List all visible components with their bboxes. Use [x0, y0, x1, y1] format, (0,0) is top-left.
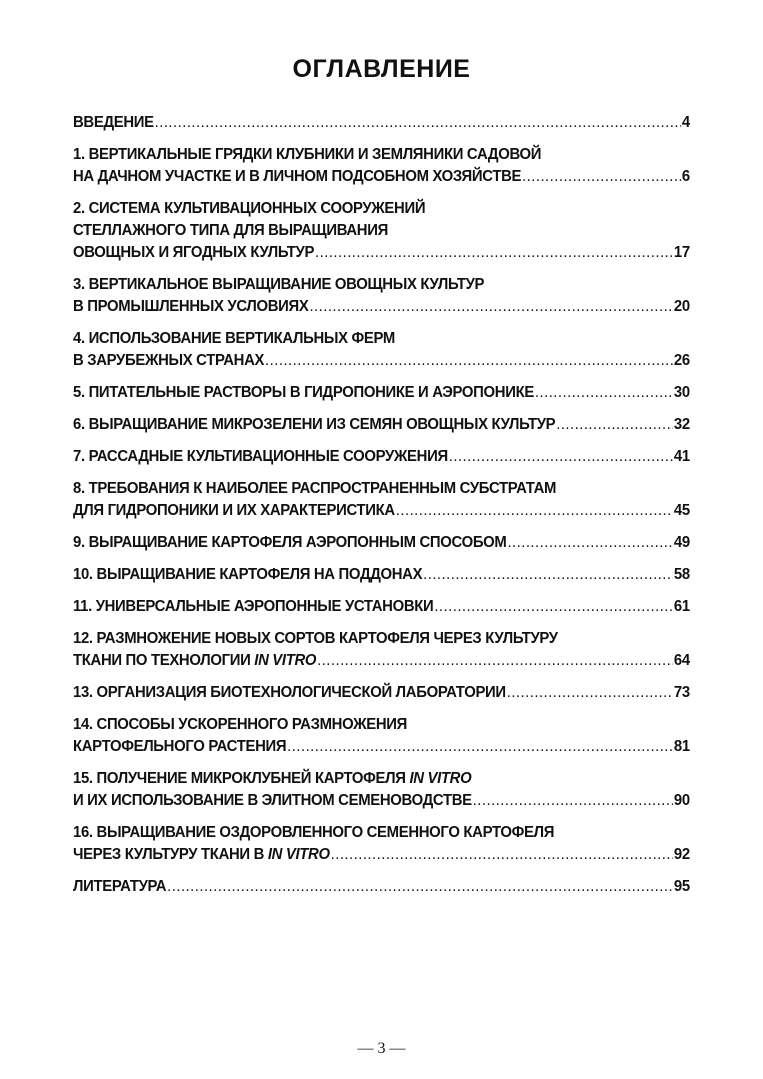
toc-entry-title: ЧЕРЕЗ КУЛЬТУРУ ТКАНИ В IN VITRO — [73, 846, 330, 863]
toc-leader-dots — [315, 242, 673, 264]
toc-page-number: 6 — [681, 168, 690, 185]
toc-entry-line: 15. ПОЛУЧЕНИЕ МИКРОКЛУБНЕЙ КАРТОФЕЛЯ IN VITRO — [73, 770, 472, 787]
toc-entry — [73, 714, 690, 758]
toc-entry-last-line — [73, 790, 690, 812]
toc-entry-title: 11. УНИВЕРСАЛЬНЫЕ АЭРОПОННЫЕ УСТАНОВКИ — [73, 598, 434, 615]
toc-page-number: 30 — [673, 384, 690, 401]
toc-leader-dots — [434, 596, 673, 618]
toc-entry-line: 16. ВЫРАЩИВАНИЕ ОЗДОРОВЛЕННОГО СЕМЕННОГО КАРТОФЕЛЯ — [73, 824, 555, 841]
toc-entry-title: 10. ВЫРАЩИВАНИЕ КАРТОФЕЛЯ НА ПОДДОНАХ — [73, 566, 423, 583]
toc-leader-dots — [331, 844, 673, 866]
toc-entry — [73, 382, 690, 404]
toc-entry-last-line — [73, 844, 690, 866]
toc-entry-last-line — [73, 736, 690, 758]
toc-entry — [73, 478, 690, 522]
toc-entry-line: 12. РАЗМНОЖЕНИЕ НОВЫХ СОРТОВ КАРТОФЕЛЯ ЧЕРЕЗ КУЛЬТУРУ — [73, 630, 558, 647]
toc-page-number: 58 — [673, 566, 690, 583]
toc-entry-title: В ПРОМЫШЛЕННЫХ УСЛОВИЯХ — [73, 298, 309, 315]
page-number: — 3 — — [357, 1040, 406, 1057]
toc-entry — [73, 822, 690, 866]
toc-entry-title: КАРТОФЕЛЬНОГО РАСТЕНИЯ — [73, 738, 287, 755]
toc-entry-last-line — [73, 500, 690, 522]
toc-entry-last-line — [73, 446, 690, 468]
toc-entry-last-line — [73, 876, 690, 898]
toc-leader-dots — [423, 564, 673, 586]
toc-entry-last-line — [73, 382, 690, 404]
toc-entry — [73, 446, 690, 468]
toc-leader-dots — [449, 446, 673, 468]
toc-entry — [73, 876, 690, 898]
toc-entry-line: 14. СПОСОБЫ УСКОРЕННОГО РАЗМНОЖЕНИЯ — [73, 716, 408, 733]
toc-page-number: 81 — [673, 738, 690, 755]
toc-entry-line: 2. СИСТЕМА КУЛЬТИВАЦИОННЫХ СООРУЖЕНИЙ — [73, 200, 426, 217]
toc-entry — [73, 198, 690, 264]
toc-entry — [73, 112, 690, 134]
toc-leader-dots — [522, 166, 681, 188]
toc-leader-dots — [473, 790, 673, 812]
toc-entry-last-line — [73, 650, 690, 672]
toc-entry-title: 5. ПИТАТЕЛЬНЫЕ РАСТВОРЫ В ГИДРОПОНИКЕ И АЭРОПОНИКЕ — [73, 384, 534, 401]
toc-entry-last-line — [73, 166, 690, 188]
toc-leader-dots — [287, 736, 673, 758]
toc-page-number: 73 — [673, 684, 690, 701]
toc-entry-last-line — [73, 532, 690, 554]
page-title: ОГЛАВЛЕНИЕ — [292, 55, 471, 83]
toc-entry-title: В ЗАРУБЕЖНЫХ СТРАНАХ — [73, 352, 265, 369]
toc-entry-last-line — [73, 596, 690, 618]
toc-leader-dots — [265, 350, 673, 372]
toc-entry — [73, 414, 690, 436]
toc-entry-line: СТЕЛЛАЖНОГО ТИПА ДЛЯ ВЫРАЩИВАНИЯ — [73, 222, 388, 239]
toc-entry — [73, 596, 690, 618]
toc-entry-line: 4. ИСПОЛЬЗОВАНИЕ ВЕРТИКАЛЬНЫХ ФЕРМ — [73, 330, 395, 347]
toc-entry-last-line — [73, 112, 690, 134]
toc-leader-dots — [507, 532, 673, 554]
toc-entry-title: 7. РАССАДНЫЕ КУЛЬТИВАЦИОННЫЕ СООРУЖЕНИЯ — [73, 448, 448, 465]
toc-entry-title: НА ДАЧНОМ УЧАСТКЕ И В ЛИЧНОМ ПОДСОБНОМ ХОЗЯЙСТВЕ — [73, 168, 522, 185]
toc-leader-dots — [167, 876, 673, 898]
toc-page-number: 95 — [673, 878, 690, 895]
toc-page-number: 90 — [673, 792, 690, 809]
toc-page-number: 49 — [673, 534, 690, 551]
toc-entry-title: 6. ВЫРАЩИВАНИЕ МИКРОЗЕЛЕНИ ИЗ СЕМЯН ОВОЩНЫХ КУЛЬТУР — [73, 416, 556, 433]
toc-entry-last-line — [73, 564, 690, 586]
toc-page-number: 64 — [673, 652, 690, 669]
toc-entry-last-line — [73, 682, 690, 704]
toc-entry-title: И ИХ ИСПОЛЬЗОВАНИЕ В ЭЛИТНОМ СЕМЕНОВОДСТВЕ — [73, 792, 472, 809]
toc-entry — [73, 328, 690, 372]
toc-leader-dots — [556, 414, 673, 436]
toc-entry — [73, 564, 690, 586]
toc-entry — [73, 532, 690, 554]
toc-entry-last-line — [73, 350, 690, 372]
toc-leader-dots — [507, 682, 673, 704]
toc-page-number: 41 — [673, 448, 690, 465]
toc-entry-line: 1. ВЕРТИКАЛЬНЫЕ ГРЯДКИ КЛУБНИКИ И ЗЕМЛЯНИКИ САДОВОЙ — [73, 146, 542, 163]
toc-entry-title: ТКАНИ ПО ТЕХНОЛОГИИ IN VITRO — [73, 652, 317, 669]
toc-leader-dots — [317, 650, 673, 672]
toc-page-number: 92 — [673, 846, 690, 863]
toc-entry-line: 3. ВЕРТИКАЛЬНОЕ ВЫРАЩИВАНИЕ ОВОЩНЫХ КУЛЬТУР — [73, 276, 485, 293]
toc-entry — [73, 768, 690, 812]
toc-leader-dots — [396, 500, 673, 522]
toc-entry — [73, 682, 690, 704]
toc-page-number: 61 — [673, 598, 690, 615]
toc-page-number: 45 — [673, 502, 690, 519]
toc-entry-title: ОВОЩНЫХ И ЯГОДНЫХ КУЛЬТУР — [73, 244, 315, 261]
toc-entry — [73, 274, 690, 318]
toc-page-number: 4 — [681, 114, 690, 131]
toc-leader-dots — [535, 382, 673, 404]
toc-leader-dots — [309, 296, 673, 318]
toc-page-number: 17 — [673, 244, 690, 261]
toc-entry-title: 13. ОРГАНИЗАЦИЯ БИОТЕХНОЛОГИЧЕСКОЙ ЛАБОРАТОРИИ — [73, 684, 506, 701]
table-of-contents — [73, 112, 690, 908]
toc-page-number: 32 — [673, 416, 690, 433]
toc-entry-title: 9. ВЫРАЩИВАНИЕ КАРТОФЕЛЯ АЭРОПОННЫМ СПОСОБОМ — [73, 534, 507, 551]
toc-page-number: 20 — [673, 298, 690, 315]
toc-entry — [73, 144, 690, 188]
toc-entry-title: ДЛЯ ГИДРОПОНИКИ И ИХ ХАРАКТЕРИСТИКА — [73, 502, 395, 519]
toc-entry-last-line — [73, 414, 690, 436]
toc-page-number: 26 — [673, 352, 690, 369]
toc-entry-last-line — [73, 242, 690, 264]
toc-entry-title: ЛИТЕРАТУРА — [73, 878, 167, 895]
toc-entry-last-line — [73, 296, 690, 318]
toc-entry-line: 8. ТРЕБОВАНИЯ К НАИБОЛЕЕ РАСПРОСТРАНЕННЫМ СУБСТРАТАМ — [73, 480, 557, 497]
toc-leader-dots — [155, 112, 681, 134]
toc-entry-title: ВВЕДЕНИЕ — [73, 114, 154, 131]
toc-entry — [73, 628, 690, 672]
